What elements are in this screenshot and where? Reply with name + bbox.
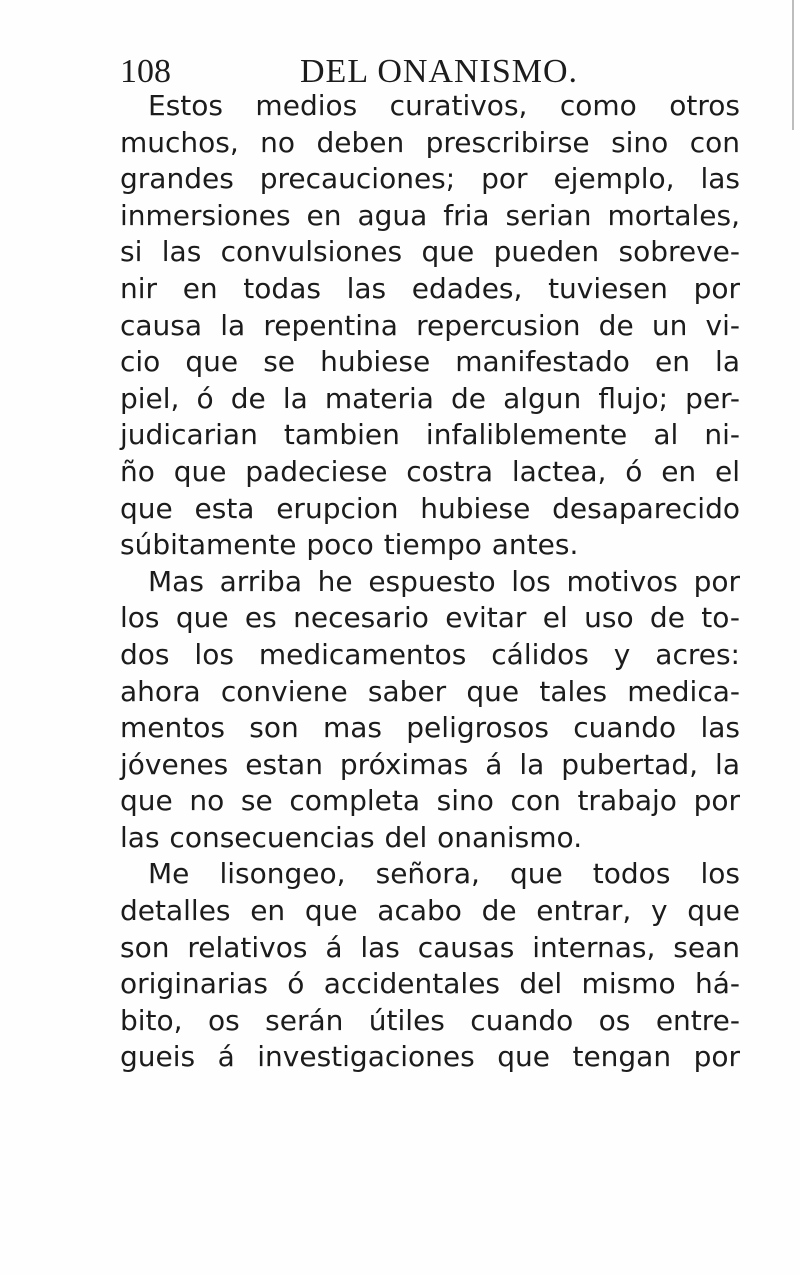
- text-line: grandes precauciones; por ejemplo, las: [120, 162, 740, 196]
- text-line: Me lisongeo, señora, que todos los: [148, 857, 740, 891]
- text-line: jóvenes estan próximas á la pubertad, la: [120, 747, 740, 781]
- text-line: gueis á investigaciones que tengan por: [120, 1040, 740, 1074]
- text-line: Mas arriba he espuesto los motivos por: [148, 564, 740, 598]
- text-line: inmersiones en agua fria serian mortales,: [120, 198, 740, 232]
- page-header: [120, 52, 680, 92]
- text-line: piel, ó de la materia de algun flujo; per-: [120, 381, 740, 415]
- text-line: dos los medicamentos cálidos y acres:: [120, 637, 740, 671]
- text-line: bito, os serán útiles cuando os entre-: [120, 1003, 740, 1037]
- text-line: judicarian tambien infaliblemente al ni-: [120, 418, 740, 452]
- text-line: originarias ó accidentales del mismo há-: [120, 967, 740, 1001]
- text-line: si las convulsiones que pueden sobreve-: [120, 235, 740, 269]
- text-line: que esta erupcion hubiese desaparecido: [120, 491, 740, 525]
- text-line: son relativos á las causas internas, sean: [120, 930, 740, 964]
- text-line: detalles en que acabo de entrar, y que: [120, 894, 740, 928]
- body-text: [120, 88, 740, 1076]
- text-line: mentos son mas peligrosos cuando las: [120, 711, 740, 745]
- page-edge-line: [792, 0, 794, 130]
- running-head: DEL ONANISMO.: [300, 53, 579, 90]
- text-line: muchos, no deben prescribirse sino con: [120, 125, 740, 159]
- text-line: causa la repentina repercusion de un vi-: [120, 308, 740, 342]
- text-line: ahora conviene saber que tales medica-: [120, 674, 740, 708]
- text-line: que no se completa sino con trabajo por: [120, 784, 740, 818]
- text-line: ño que padeciese costra lactea, ó en el: [120, 454, 740, 488]
- text-line: Estos medios curativos, como otros: [148, 89, 740, 122]
- text-line: cio que se hubiese manifestado en la: [120, 345, 740, 379]
- text-line: súbitamente poco tiempo antes.: [120, 528, 579, 562]
- text-line: nir en todas las edades, tuviesen por: [120, 271, 740, 305]
- page-number: 108: [120, 53, 171, 90]
- text-line: los que es necesario evitar el uso de to-: [120, 601, 740, 635]
- text-line: las consecuencias del onanismo.: [120, 820, 583, 854]
